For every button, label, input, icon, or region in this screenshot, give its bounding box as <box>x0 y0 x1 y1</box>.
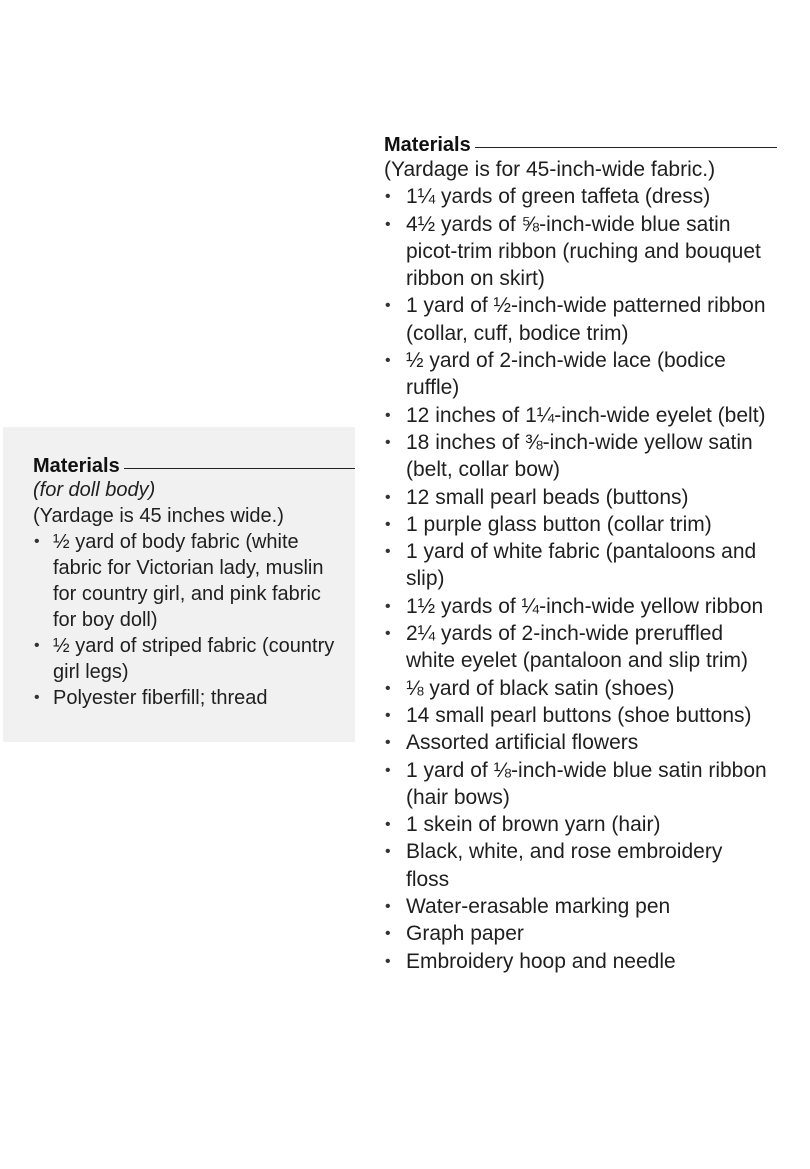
list-item: • ½ yard of striped fabric (country girl legs) <box>33 633 345 685</box>
list-item: • 4½ yards of ⅝-inch-wide blue satin picot-trim ribbon (ruching and bouquet ribbon on skirt) <box>384 211 769 293</box>
yardage-note: (Yardage is for 45-inch-wide fabric.) <box>384 158 716 181</box>
list-item: • 1¼ yards of green taffeta (dress) <box>384 183 769 210</box>
list-item: • 12 inches of 1¼-inch-wide eyelet (belt) <box>384 402 769 429</box>
heading-row <box>384 134 805 156</box>
yardage-note: (Yardage is 45 inches wide.) <box>33 505 284 527</box>
section-heading: Materials <box>384 134 471 156</box>
list-item: • 1 purple glass button (collar trim) <box>384 511 769 538</box>
heading-row <box>33 455 355 477</box>
list-item: • 12 small pearl beads (buttons) <box>384 484 769 511</box>
list-item: • Graph paper <box>384 920 769 947</box>
materials-list <box>384 183 769 975</box>
list-item: • Black, white, and rose embroidery floss <box>384 838 769 893</box>
section-heading: Materials <box>33 455 120 477</box>
list-item: • Water-erasable marking pen <box>384 893 769 920</box>
list-item: • 2¼ yards of 2-inch-wide preruffled white eyelet (pantaloon and slip trim) <box>384 620 769 675</box>
list-item: • 1 yard of ½-inch-wide patterned ribbon (collar, cuff, bodice trim) <box>384 292 769 347</box>
list-item: • Polyester fiberfill; thread <box>33 685 345 711</box>
dress-materials-panel <box>364 118 805 1096</box>
list-item: • 14 small pearl buttons (shoe buttons) <box>384 702 769 729</box>
materials-list <box>33 529 345 711</box>
list-item: • ½ yard of body fabric (white fabric for Victorian lady, muslin for country girl, and pink fabric for boy doll) <box>33 529 345 633</box>
doll-body-materials-panel <box>3 427 355 742</box>
heading-rule <box>475 147 777 148</box>
list-item: • 1½ yards of ¼-inch-wide yellow ribbon <box>384 593 769 620</box>
list-item: • ⅛ yard of black satin (shoes) <box>384 675 769 702</box>
list-item: • Embroidery hoop and needle <box>384 948 769 975</box>
list-item: • ½ yard of 2-inch-wide lace (bodice ruffle) <box>384 347 769 402</box>
list-item: • 18 inches of ⅜-inch-wide yellow satin (belt, collar bow) <box>384 429 769 484</box>
list-item: • 1 skein of brown yarn (hair) <box>384 811 769 838</box>
section-subtitle: (for doll body) <box>33 479 156 501</box>
heading-rule <box>124 468 355 469</box>
list-item: • Assorted artificial flowers <box>384 729 769 756</box>
list-item: • 1 yard of ⅛-inch-wide blue satin ribbon (hair bows) <box>384 757 769 812</box>
list-item: • 1 yard of white fabric (pantaloons and slip) <box>384 538 769 593</box>
